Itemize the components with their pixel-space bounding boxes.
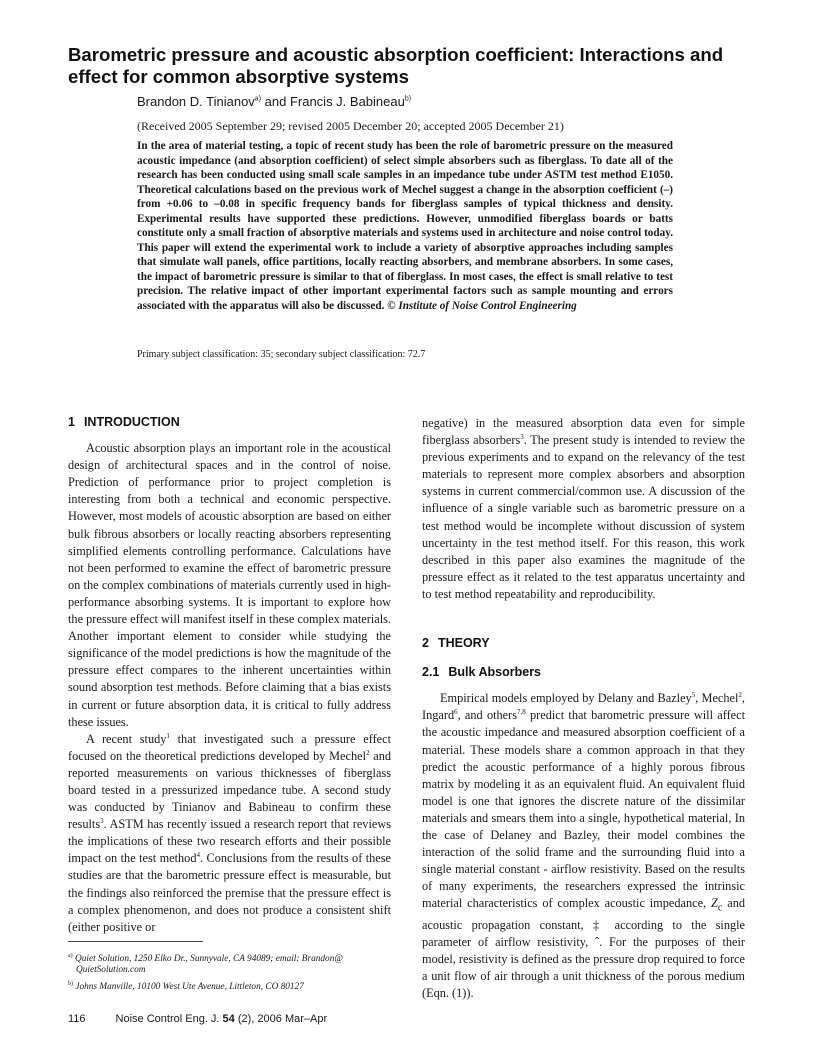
footnote-mark: b) (68, 981, 73, 988)
affiliation-mark: a) (254, 95, 262, 103)
impedance-symbol: Z (710, 896, 718, 911)
text-run: , and others (457, 708, 517, 723)
text-run: . ASTM has recently issued a research report that reviews the implications of these two research efforts and their possible impact on the test method (68, 817, 391, 866)
section-number: 1 (68, 415, 75, 429)
citation: 4 (196, 851, 200, 860)
footnote-text: Quiet Solution, 1250 Elko Dr., Sunnyvale, CA 94089; email: Brandon@ QuietSolution.com (75, 954, 343, 976)
text-run: and acoustic propagation constant, ‡ according to the single parameter of airflow resistivity, ˆ. For the purposes of their model, resistivity is defined as the pressure drop required to force a unit flow of air through a unit thickness of the porous medium (Eqn. (1)). (422, 896, 745, 1001)
subject-classification: Primary subject classification: 35; secondary subject classification: 72.7 (137, 349, 426, 360)
body-paragraph (68, 731, 391, 936)
left-column (68, 414, 391, 936)
text-run: . The present study is intended to review the previous experiments and to expand on the relevancy of the test materials to represent more complex absorbers and absorption systems in current commercial/common use. A discussion of the influence of a single variable such as barometric pressure on a test method would be incomplete without discussion of system uncertainty in the test method itself. For this reason, this work described in this paper also examines the magnitude of the pressure effect as it related to the test apparatus uncertainty and to test method repeatability and reproducibility. (422, 433, 746, 601)
journal-issue: (2), 2006 Mar–Apr (237, 1013, 328, 1025)
text-run: negative) in the measured absorption data even for simple fiberglass absorbers (422, 416, 745, 448)
subsection-title: Bulk Absorbers (448, 665, 542, 680)
citation: 1 (166, 731, 170, 740)
citation: 3 (100, 817, 104, 826)
author-connector: and (261, 94, 290, 109)
body-paragraph (422, 415, 745, 603)
citation: 7,8 (517, 708, 526, 717)
citation: 5 (691, 691, 696, 700)
paper-title: Barometric pressure and acoustic absorption coefficient: Interactions and effect for common absorptive systems (68, 44, 724, 87)
body-paragraph (422, 690, 745, 1002)
author-name: Brandon D. Tinianov (137, 94, 255, 109)
section-heading-theory (422, 635, 745, 652)
citation: 3 (520, 433, 524, 441)
section-number: 2 (422, 636, 429, 651)
text-run: predict that barometric pressure will affect the acoustic impedance and measured absorption coefficient of a material. These models share a common approach in that they predict the acoustic performance of a highly porous fibrous matrix by modeling it as an equivalent fluid. An equivalent fluid model is one that ignores the discrete nature of the dissimilar materials and smears them into a single, hypothetical material, In the case of Delaney and Bazley, their model combines the interaction of the solid frame and the surrounding fluid into a single material constant - airflow resistivity. Based on the results of many experiments, the researchers expressed the intrinsic material characteristics of complex acoustic impedance, (422, 708, 745, 911)
subsection-number: 2.1 (422, 665, 440, 680)
subsection-heading-bulk-absorbers (422, 664, 745, 681)
section-heading-introduction (68, 414, 391, 431)
citation: 2 (366, 748, 370, 757)
text-run: that investigated such a pressure effect focused on the theoretical predictions developed by Mechel (68, 731, 391, 763)
text-run: A recent study (86, 731, 167, 746)
text-run: Empirical models employed by Delany and Bazley (440, 691, 692, 706)
page-number: 116 (68, 1013, 86, 1025)
body-paragraph: Acoustic absorption plays an important role in the acoustical design of architectural spaces and in the control of noise. Prediction of performance prior to project completion is interesting from both a technical and economic perspective. However, most models of acoustic absorption are based on either bulk fibrous absorbers or locally reacting absorbers representing simplified elements controlling performance. Calculations have not been performed to examine the effect of barometric pressure on the complex combinations of materials currently used in high-performance absorbing systems. It is important to explore how the pressure effect will manifest itself in these complex materials. Another important element to consider while studying the significance of the model predictions is how the magnitude of the pressure effect compares to the inherent uncertainties within sound absorption test methods. Before claiming that a bias exists in current or future absorption data, it is critical to fully address these issues. (68, 441, 391, 729)
footnotes (68, 951, 391, 996)
footnote-b (68, 979, 391, 993)
impedance-subscript: c (717, 902, 723, 914)
footnote-a (68, 951, 391, 976)
section-title: INTRODUCTION (83, 415, 180, 429)
abstract (137, 139, 673, 314)
author-list (137, 94, 411, 109)
author-name: Francis J. Babineau (289, 94, 405, 109)
citation: 6 (454, 708, 458, 717)
text-run: , Mechel (695, 691, 739, 706)
footnote-mark: a) (68, 953, 73, 959)
abstract-text: In the area of material testing, a topic of recent study has been the role of barometric pressure on the measured acoustic impedance (and absorption coefficient) of select simple absorbers such as fiberglass. To date all of the research has been conducted using small scale samples in an impedance tube under ASTM test method E1050. Theoretical calculations based on the previous work of Mechel suggest a change in the absorption coefficient (–) from +0.06 to –0.08 in specific frequency bands for fiberglass samples of typical thickness and density. Experimental results have supported these predictions. However, unmodified fiberglass boards or batts constitute only a small fraction of absorptive materials and systems used in architecture and noise control today. This paper will extend the experimental work to include a variety of absorptive approaches including samples that simulate wall panels, office partitions, locally reacting absorbers, and membrane absorbers. In some cases, the impact of barometric pressure is similar to that of fiberglass. In most cases, the effect is small relative to test precision. The relative impact of other important experimental factors such as sample mounting and errors associated with the apparatus will also be discussed. (137, 140, 673, 313)
section-title: THEORY (437, 636, 490, 651)
footnote-text: Johns Manville, 10100 West Ute Avenue, Littleton, CO 80127 (75, 982, 304, 993)
citation: 2 (738, 691, 742, 700)
page-footer (68, 1013, 327, 1025)
footnote-divider (68, 941, 203, 942)
journal-name: Noise Control Eng. J. (115, 1013, 220, 1025)
received-dates: (Received 2005 September 29; revised 2005 December 20; accepted 2005 December 21) (137, 119, 564, 133)
journal-volume: 54 (222, 1013, 235, 1025)
text-run: , Ingard (422, 691, 745, 723)
copyright-notice: © Institute of Noise Control Engineering (387, 300, 577, 313)
right-column (422, 415, 745, 1002)
text-run: . Conclusions from the results of these studies are that the barometric pressure effect is measurable, but the findings also reinforced the premise that the pressure effect is a complex phenomenon, and does not produce a consistent shift (either positive or (68, 851, 391, 934)
text-run: and reported measurements on various thicknesses of fiberglass board tested in a pressurized impedance tube. A second study was conducted by Tinianov and Babineau to confirm these results (68, 748, 391, 832)
affiliation-mark: b) (404, 95, 412, 103)
